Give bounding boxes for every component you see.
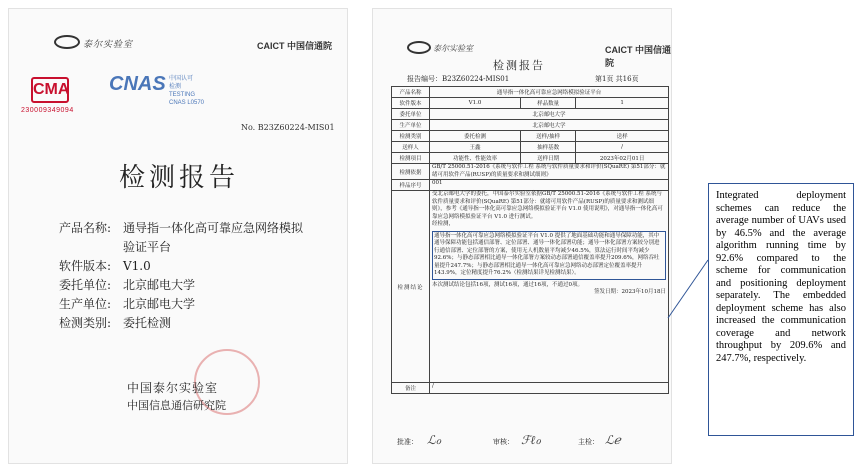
annotation-callout: Integrated deployment schemes can reduce the average number of UAVs used by 46.5% and the average algorithm running time by 92.6% compared to the scheme for communication and positioning deployment separately. The embedded deployment scheme has also increased the communication coverage and network throughput by 209.6% and 247.7%, respectively.: [708, 183, 854, 436]
cma-logo-icon: CMA: [31, 77, 69, 103]
cnas-side-text: 中国认可 检测 TESTING CNAS L0570: [169, 76, 205, 106]
table-row: 检测依据 GB/T 25000.51-2016《系统与软件工程 系统与软件质量要求和评价(SQuaRE) 第51部分：就绪可用软件产品(RUSP)的质量要求和测试细则》: [392, 164, 669, 180]
ttl-logo-icon: [407, 41, 431, 54]
cnas-logo-icon: CNAS: [109, 73, 166, 95]
caict-logo: CAICT 中国信通院: [257, 41, 332, 51]
field-product: 产品名称: 通导指一体化高可靠应急网络模拟验证平台: [59, 221, 304, 254]
table-row: 检测项目 功能性、性能效率 送样日期 2023年02月01日: [392, 153, 669, 164]
field-client: 委托单位: 北京邮电大学: [59, 278, 196, 292]
table-row: 样品序号 001: [392, 180, 669, 191]
audit-label: 审核：: [493, 438, 514, 446]
field-category: 检测类别: 委托检测: [59, 316, 172, 330]
signature-approver-icon: ℒℴ: [427, 433, 442, 447]
table-row: 检测类别 委托检测 送样/抽样 送样: [392, 131, 669, 142]
cma-number: 230009349094: [21, 107, 74, 114]
conclusion-sub: 经检测，: [432, 221, 455, 227]
table-row: 送样人 王鑫 抽样基数 /: [392, 142, 669, 153]
table-row: 软件版本 V1.0 样品数量 1: [392, 98, 669, 109]
table-row: 产品名称 通导指一体化高可靠应急网络模拟验证平台: [392, 87, 669, 98]
report-number: No. B23Z60224-MIS01: [241, 123, 335, 132]
table-row: 备注 /: [392, 383, 669, 394]
caict-logo: CAICT 中国信通院: [605, 45, 671, 68]
page-title: 检测报告: [493, 59, 545, 72]
field-version: 软件版本: V1.0: [59, 259, 151, 273]
callout-connector-line: [668, 260, 708, 318]
signature-auditor-icon: ℱℓℴ: [521, 433, 541, 447]
signature-inspector-icon: ℒℯ: [605, 433, 621, 447]
table-row-conclusion: 检测结论 受北京邮电大学的委托，中国泰尔实验室依据GB/T 25000.51-2016《系统与软件工程 系统与软件质量要求和评价(SQuaRE) 第51部分：就绪可用软件产品(RUSP)的质量要求和测试细则》，参考《通导指一体化高可靠应急网络模拟验证平台 V1.0 使用说明》，对通导指一体化高可靠应急网络模拟验证平台 V1.0 进行测试。 经检测， 通导指一体化高可靠应急网络模拟验证平台 V1.0 提供了地面基础功能和通导保障功能，其中通导保障功能包括通信部署、定位部署、通导一体化部署功能；通导一体化部署方案较分别进行通信部署、定位部署的方案，使用无人机数量平均减少46.5%，算法运行时间平均减少92.6%；与静态部署相比通导一体化部署方案较动态部署通信覆盖率提升209.6%，网络吞吐量提升247.7%；与静态部署相比通导一体化高可靠应急网络动态部署定位覆盖率提升143.9%，定位精度提升76.2%（检测结果详见检测结果）。 本次测试结论包括16项，测试16项，通过16项，不通过0项。 签发日期：2023年10月18日: [392, 191, 669, 383]
org-line-2: 中国信息通信研究院: [127, 399, 226, 412]
conclusion-intro: 受北京邮电大学的委托，中国泰尔实验室依据GB/T 25000.51-2016《系统与软件工程 系统与软件质量要求和评价(SQuaRE) 第51部分：就绪可用软件产品(RUSP)的质量要求和测试细则》，参考《通导指一体化高可靠应急网络模拟验证平台 V1.0 使用说明》，对通导指一体化高可靠应急网络模拟验证平台 V1.0 进行测试。: [432, 191, 663, 220]
table-row: 生产单位 北京邮电大学: [392, 120, 669, 131]
report-cover-page: [8, 8, 348, 464]
report-number: 报告编号：B23Z60224-MIS01: [407, 75, 510, 83]
approve-label: 批准：: [397, 438, 418, 446]
conclusion-highlight-box: 通导指一体化高可靠应急网络模拟验证平台 V1.0 提供了地面基础功能和通导保障功能，其中通导保障功能包括通信部署、定位部署、通导一体化部署功能；通导一体化部署方案较分别进行通信部署、定位部署的方案，使用无人机数量平均减少46.5%，算法运行时间平均减少92.6%；与静态部署相比通导一体化部署方案较动态部署通信覆盖率提升209.6%，网络吞吐量提升247.7%；与静态部署相比通导一体化高可靠应急网络动态部署定位覆盖率提升143.9%，定位精度提升76.2%（检测结果详见检测结果）。: [432, 231, 666, 280]
inspector-label: 主检：: [578, 438, 599, 446]
conclusion-tail: 本次测试结论包括16项，测试16项，通过16项，不通过0项。: [432, 281, 583, 288]
lab-name: 泰尔实验室: [83, 40, 134, 50]
field-maker: 生产单位: 北京邮电大学: [59, 297, 196, 311]
cover-title: 检测报告: [119, 163, 240, 193]
sign-date: 签发日期：2023年10月18日: [594, 289, 666, 295]
table-row: 委托单位 北京邮电大学: [392, 109, 669, 120]
page-indicator: 第1页 共16页: [595, 75, 639, 83]
report-form-table: [391, 86, 669, 394]
lab-name: 泰尔实验室: [433, 44, 473, 53]
org-line-1: 中国泰尔实验室: [127, 381, 219, 395]
report-detail-page: [372, 8, 672, 464]
ttl-logo-icon: [54, 35, 80, 49]
cover-info-fields: [59, 219, 313, 333]
